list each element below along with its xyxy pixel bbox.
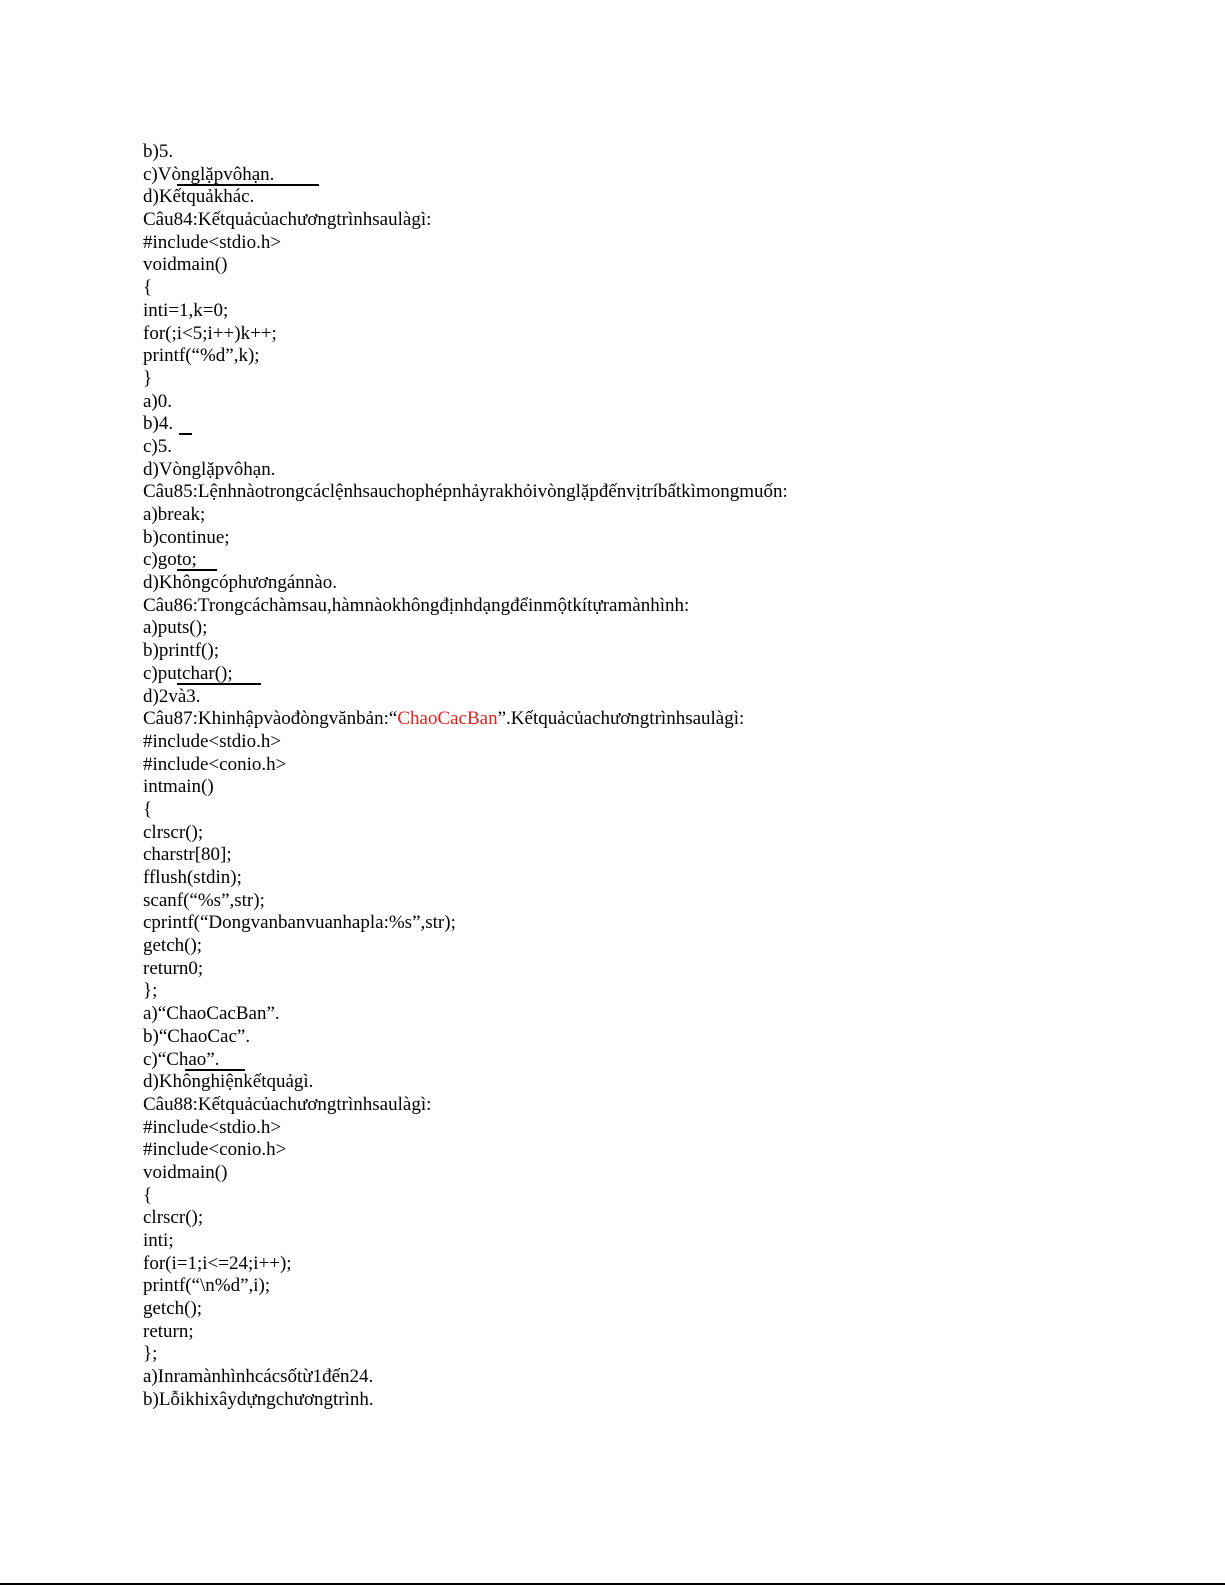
document-line (143, 504, 1183, 527)
document-line (143, 1003, 1183, 1026)
line-text: Câu87:Khinhậpvàođòngvănbản:“ (143, 708, 398, 730)
line-text: a)“ChaoCacBan”. (143, 1003, 280, 1025)
document-line (143, 527, 1183, 550)
document-line (143, 1298, 1183, 1321)
document-line (143, 799, 1183, 822)
line-text: clrscr(); (143, 1207, 204, 1229)
answer-underline (179, 433, 192, 435)
document-line (143, 640, 1183, 663)
line-text: d)Khônghiệnkếtquảgì. (143, 1071, 314, 1093)
document-line (143, 1207, 1183, 1230)
line-text: c)“Chao”. (143, 1048, 220, 1070)
document-line (143, 572, 1183, 595)
line-text: Câu84:Kếtquảcủachươngtrìnhsaulàgì: (143, 209, 432, 231)
document-line (143, 368, 1183, 391)
answer-underline (177, 683, 261, 685)
document-line (143, 254, 1183, 277)
line-text: clrscr(); (143, 821, 204, 843)
document-line (143, 345, 1183, 368)
document-line (143, 1343, 1183, 1366)
line-text: #include<stdio.h> (143, 1116, 282, 1138)
line-text: scanf(“%s”,str); (143, 889, 265, 911)
line-text: a)0. (143, 390, 173, 412)
document-line (143, 1026, 1183, 1049)
line-text: c)Vònglặpvôhạn. (143, 163, 275, 185)
line-text: b)“ChaoCac”. (143, 1025, 251, 1047)
document-line (143, 958, 1183, 981)
document-line (143, 731, 1183, 754)
line-text: d)Khôngcóphươngánnào. (143, 572, 337, 594)
document-line (143, 754, 1183, 777)
line-text: b)5. (143, 141, 174, 162)
document-line (143, 912, 1183, 935)
line-text: voidmain() (143, 254, 228, 276)
document-line (143, 481, 1183, 504)
line-text: { (143, 277, 153, 299)
line-text: printf(“%d”,k); (143, 345, 260, 367)
line-text: }; (143, 1343, 158, 1365)
line-text: cprintf(“Dongvanbanvuanhapla:%s”,str); (143, 912, 456, 934)
document-line (143, 844, 1183, 867)
document-line (143, 1230, 1183, 1253)
line-text: return0; (143, 957, 204, 979)
line-text: voidmain() (143, 1161, 228, 1183)
document-line (143, 1071, 1183, 1094)
document-line (143, 1321, 1183, 1344)
line-text: printf(“\n%d”,i); (143, 1275, 271, 1297)
line-text: for(i=1;i<=24;i++); (143, 1252, 292, 1274)
line-text: return; (143, 1320, 194, 1342)
document-line (143, 1275, 1183, 1298)
document-line (143, 549, 1183, 572)
line-text: b)4. (143, 413, 174, 435)
line-text: a)puts(); (143, 617, 208, 639)
document-line (143, 663, 1183, 686)
document-line (143, 1389, 1183, 1412)
line-text: }; (143, 980, 158, 1002)
document-line (143, 232, 1183, 255)
document-line (143, 164, 1183, 187)
document-line (143, 617, 1183, 640)
document-line (143, 890, 1183, 913)
document-line (143, 776, 1183, 799)
line-text: charstr[80]; (143, 844, 232, 866)
line-text: c)putchar(); (143, 662, 233, 684)
document-line (143, 867, 1183, 890)
line-text: } (143, 367, 153, 389)
document-line (143, 1253, 1183, 1276)
line-text: #include<conio.h> (143, 753, 287, 775)
document-line (143, 980, 1183, 1003)
line-text: b)Lỗikhixâydựngchươngtrình. (143, 1388, 374, 1410)
line-text: b)continue; (143, 526, 230, 548)
line-text: c)goto; (143, 549, 197, 571)
document-line (143, 323, 1183, 346)
line-text: c)5. (143, 435, 173, 457)
document-line (143, 935, 1183, 958)
line-text: getch(); (143, 935, 203, 957)
document-line (143, 141, 1183, 164)
line-text: Câu88:Kếtquảcủachươngtrìnhsaulàgì: (143, 1093, 432, 1115)
document-line (143, 1094, 1183, 1117)
line-text: inti; (143, 1230, 174, 1251)
line-text: { (143, 798, 153, 820)
line-text: Câu85:Lệnhnàotrongcáclệnhsauchophépnhảyrakhỏivònglặpđếnvịtríbấtkìmongmuốn: (143, 481, 788, 503)
line-text: #include<conio.h> (143, 1139, 287, 1161)
document-line (143, 277, 1183, 300)
line-text: a)break; (143, 504, 206, 525)
line-text: d)2và3. (143, 685, 201, 707)
document-line (143, 822, 1183, 845)
document-line (143, 708, 1183, 731)
highlighted-input-text: ChaoCacBan (397, 708, 498, 730)
line-text: a)Inramànhìnhcácsốtừ1đến24. (143, 1366, 374, 1388)
line-text: inti=1,k=0; (143, 299, 229, 321)
line-text: #include<stdio.h> (143, 231, 282, 253)
document-line (143, 391, 1183, 414)
document-line (143, 459, 1183, 482)
document-line (143, 1117, 1183, 1140)
line-text: #include<stdio.h> (143, 730, 282, 752)
line-text: d)Kếtquảkhác. (143, 186, 255, 208)
line-text: { (143, 1184, 153, 1206)
document-line (143, 686, 1183, 709)
document-line (143, 1185, 1183, 1208)
document-line (143, 1049, 1183, 1072)
document-line (143, 1139, 1183, 1162)
document-line (143, 186, 1183, 209)
document-line (143, 1162, 1183, 1185)
line-text: Câu86:Trongcáchàmsau,hàmnàokhôngđịnhdạngđểinmộtkítựramànhình: (143, 594, 690, 616)
line-text: for(;i<5;i++)k++; (143, 322, 277, 344)
line-text: b)printf(); (143, 640, 219, 662)
document-line (143, 413, 1183, 436)
document-line (143, 595, 1183, 618)
line-text: ”.Kếtquảcủachươngtrìnhsaulàgì: (497, 708, 745, 730)
document-line (143, 209, 1183, 232)
document-line (143, 300, 1183, 323)
document-line (143, 436, 1183, 459)
document-body (143, 141, 1183, 1412)
line-text: intmain() (143, 776, 214, 798)
line-text: d)Vònglặpvôhạn. (143, 458, 276, 480)
line-text: fflush(stdin); (143, 867, 242, 888)
line-text: getch(); (143, 1298, 203, 1320)
document-line (143, 1366, 1183, 1389)
